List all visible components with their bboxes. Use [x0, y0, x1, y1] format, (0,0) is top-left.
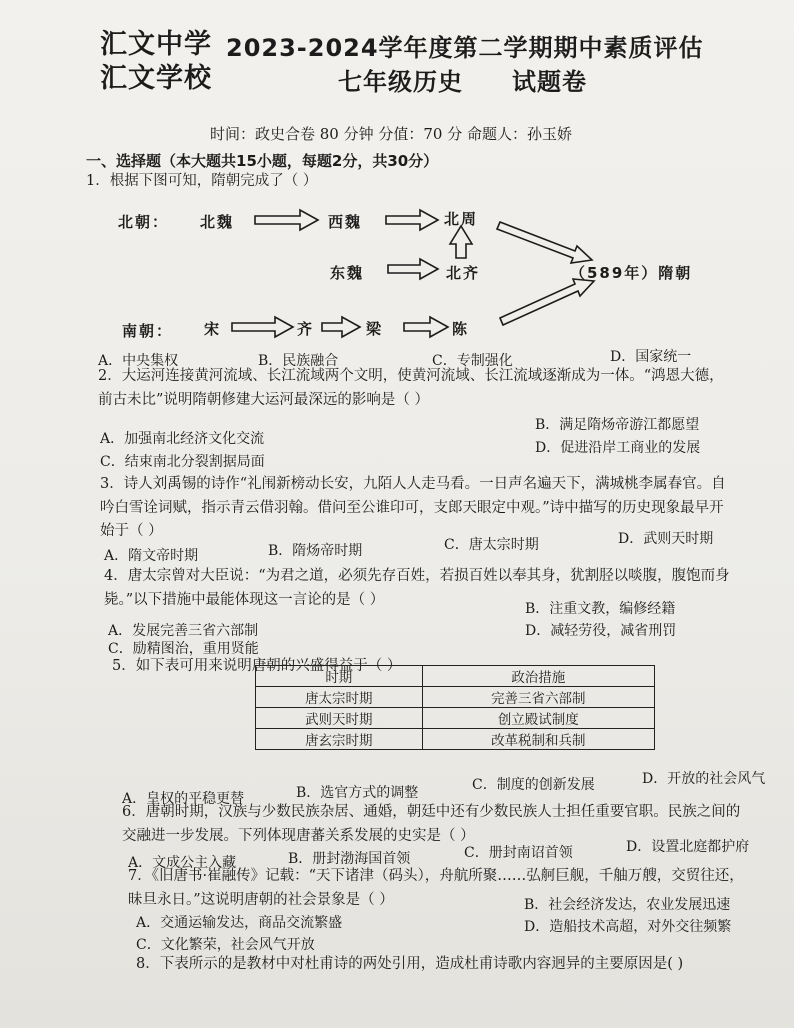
dynasty-qi: 齐	[297, 320, 315, 338]
table-cell: 创立殿试制度	[422, 708, 654, 729]
q7-option-b: B．社会经济发达，农业发展迅速	[524, 897, 731, 913]
exam-title: 2023-2024学年度第二学期期中素质评估	[226, 34, 704, 62]
south-label: 南朝：	[122, 322, 174, 340]
policy-table	[255, 665, 655, 750]
arrow-beiqi-beizhou	[450, 226, 472, 258]
question-7-stem-line1: 7．《旧唐书·崔融传》记载：“天下诸津（码头），舟航所聚……弘舸巨舰，千舳万艘，交贸往还，	[128, 868, 744, 884]
arrow-beiwei-xiwei	[255, 210, 318, 230]
dynasty-beizhou: 北周	[444, 210, 479, 228]
q5-option-b: B．选官方式的调整	[296, 785, 419, 801]
question-8-stem: 8．下表所示的是教材中对杜甫诗的两处引用，造成杜甫诗歌内容迥异的主要原因是( )	[136, 956, 684, 972]
north-label: 北朝：	[118, 213, 170, 231]
question-6-stem-line1: 6．唐朝时期，汉族与少数民族杂居、通婚，朝廷中还有少数民族人士担任重要官职。民族之间的	[122, 804, 741, 820]
q2-option-c: C．结束南北分裂割据局面	[100, 454, 265, 470]
table-cell: 唐太宗时期	[256, 687, 423, 708]
table-cell: 武则天时期	[256, 708, 423, 729]
dynasty-song: 宋	[204, 320, 222, 338]
question-4-stem-line2: 毙。”以下措施中最能体现这一言论的是（ ）	[104, 592, 385, 608]
question-7-stem-line2: 昧旦永日。”这说明唐朝的社会景象是（ ）	[128, 892, 394, 908]
question-5-stem: 5．如下表可用来说明唐朝的兴盛得益于（ ）	[112, 658, 402, 674]
q4-option-c: C．励精图治，重用贤能	[108, 641, 259, 657]
q4-option-b: B．注重文教，编修经籍	[525, 601, 676, 617]
table-header-row	[256, 666, 655, 687]
exam-subtitle-grade: 七年级历史	[338, 68, 463, 96]
q2-option-a: A．加强南北经济文化交流	[100, 431, 265, 447]
q3-option-d: D．武则天时期	[618, 531, 714, 547]
dynasty-beiwei: 北魏	[200, 213, 235, 231]
q3-option-b: B．隋炀帝时期	[268, 543, 363, 559]
arrow-chen-sui	[500, 279, 594, 325]
question-3-stem-line2: 吟白雪诠词赋，指示青云借羽翰。借问至公谁印可，支郎天眼定中观。”诗中描写的历史现象最早开	[100, 500, 724, 516]
dynasty-beiqi: 北齐	[446, 264, 481, 282]
question-4-stem-line1: 4．唐太宗曾对大臣说：“为君之道，必须先存百姓，若损百姓以奉其身，犹割胫以啖腹，腹饱而身	[104, 568, 730, 584]
school-name-2: 汇文学校	[100, 63, 212, 94]
question-3-stem-line1: 3．诗人刘禹锡的诗作“礼闱新榜动长安，九陌人人走马看。一日声名遍天下，满城桃李属春官。自	[100, 476, 726, 492]
q5-option-c: C．制度的创新发展	[472, 777, 595, 793]
table-cell: 完善三省六部制	[422, 687, 654, 708]
table-cell: 唐玄宗时期	[256, 729, 423, 750]
table-row	[256, 708, 655, 729]
dynasty-chen: 陈	[452, 320, 470, 338]
q6-option-d: D．设置北庭都护府	[626, 839, 750, 855]
dynasty-xiwei: 西魏	[328, 213, 363, 231]
q1-option-d: D．国家统一	[610, 349, 692, 365]
q7-option-a: A．交通运输发达，商品交流繁盛	[136, 915, 343, 931]
question-3-stem-line3: 始于（ ）	[100, 523, 163, 539]
q7-option-d: D．造船技术高超，对外交往频繁	[524, 919, 732, 935]
section-heading: 一、选择题（本大题共15小题，每题2分，共30分）	[86, 152, 439, 170]
question-1-stem: 1．根据下图可知，隋朝完成了（ ）	[86, 173, 318, 189]
q7-option-c: C．文化繁荣，社会风气开放	[136, 937, 315, 953]
q1-option-c: C．专制强化	[432, 353, 513, 369]
q6-option-b: B．册封渤海国首领	[288, 851, 411, 867]
arrow-dongwei-beiqi	[388, 259, 438, 279]
q5-option-a: A．皇权的平稳更替	[122, 791, 245, 807]
table-header-cell: 时期	[256, 666, 423, 687]
table-header-cell: 政治措施	[422, 666, 654, 687]
question-6-stem-line2: 交融进一步发展。下列体现唐蕃关系发展的史实是（ ）	[122, 828, 475, 844]
q1-option-a: A．中央集权	[98, 353, 179, 369]
dynasty-sui: （589年）隋朝	[570, 264, 693, 282]
table-row	[256, 687, 655, 708]
arrow-qi-liang	[322, 317, 360, 337]
dynasty-liang: 梁	[366, 320, 384, 338]
question-2-stem-line1: 2．大运河连接黄河流域、长江流域两个文明，使黄河流域、长江流域逐渐成为一体。“鸿恩大德，	[98, 368, 724, 384]
q2-option-d: D．促进沿岸工商业的发展	[535, 440, 701, 456]
exam-meta: 时间：政史合卷 80 分钟 分值：70 分 命题人：孙玉娇	[210, 125, 573, 143]
table-cell: 改革税制和兵制	[422, 729, 654, 750]
q5-option-d: D．开放的社会风气	[642, 771, 766, 787]
q1-option-b: B．民族融合	[258, 353, 339, 369]
arrow-song-qi	[232, 317, 293, 337]
arrow-xiwei-beizhou	[386, 210, 438, 230]
q2-option-b: B．满足隋炀帝游江都愿望	[535, 417, 700, 433]
q6-option-c: C．册封南诏首领	[464, 845, 573, 861]
school-name-1: 汇文中学	[100, 29, 212, 60]
arrow-beizhou-sui	[497, 222, 592, 263]
q3-option-a: A．隋文帝时期	[104, 548, 199, 564]
q3-option-c: C．唐太宗时期	[444, 537, 539, 553]
arrow-liang-chen	[404, 317, 448, 337]
exam-subtitle-doc: 试题卷	[512, 68, 587, 96]
q4-option-a: A．发展完善三省六部制	[108, 623, 259, 639]
question-2-stem-line2: 前古未比”说明隋朝修建大运河最深远的影响是（ ）	[98, 392, 430, 408]
table-row	[256, 729, 655, 750]
q4-option-d: D．减轻劳役，减省刑罚	[525, 623, 677, 639]
dynasty-dongwei: 东魏	[330, 264, 365, 282]
q6-option-a: A．文成公主入藏	[128, 855, 237, 871]
